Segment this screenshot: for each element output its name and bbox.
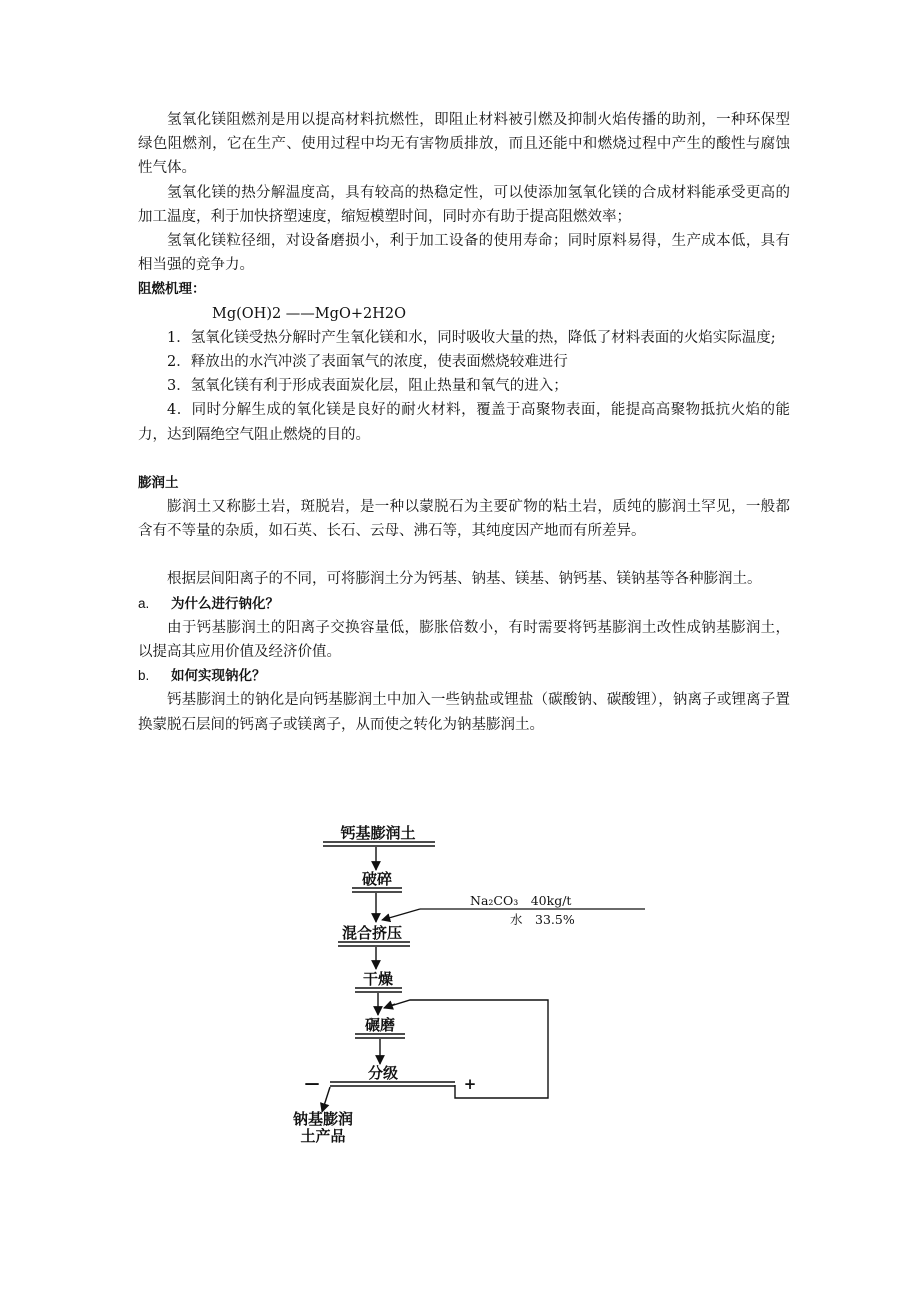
paragraph-particle-size: 氢氧化镁粒径细，对设备磨损小，利于加工设备的使用寿命；同时原料易得，生产成本低，具有相当强的竞争力。 bbox=[138, 233, 790, 274]
question-b-marker: b. bbox=[138, 668, 150, 684]
paragraph-bentonite-definition: 膨润土又称膨土岩，斑脱岩，是一种以蒙脱石为主要矿物的粘土岩，质纯的膨润土罕见，一般都含有不等量的杂质，如石英、长石、云母、沸石等，其纯度因产地而有所差异。 bbox=[138, 499, 790, 540]
flow-product-line2: 土产品 bbox=[300, 1127, 346, 1145]
flow-step-classification: 分级 bbox=[367, 1064, 399, 1082]
flow-step-mixing-extrusion: 混合挤压 bbox=[341, 924, 403, 942]
mechanism-item-1: 1．氢氧化镁受热分解时产生氧化镁和水，同时吸收大量的热，降低了材料表面的火焰实际温度; bbox=[167, 329, 776, 346]
answer-b: 钙基膨润土的钠化是向钙基膨润土中加入一些钠盐或锂盐（碳酸钠、碳酸锂），钠离子或锂离子置换蒙脱石层间的钙离子或镁离子，从而使之转化为钠基膨润土。 bbox=[138, 692, 790, 733]
flow-step-drying: 干燥 bbox=[362, 970, 394, 988]
question-a-marker: a. bbox=[138, 595, 150, 611]
paragraph-bentonite-types: 根据层间阳离子的不同，可将膨润土分为钙基、钠基、镁基、钠钙基、镁钠基等各种膨润土。 bbox=[167, 571, 762, 588]
additive-sodium-carbonate: Na₂CO₃ 40kg/t bbox=[470, 893, 572, 908]
product-arrow bbox=[322, 1087, 330, 1112]
answer-a: 由于钙基膨润土的阳离子交换容量低，膨胀倍数小，有时需要将钙基膨润土改性成钠基膨润土，以提高其应用价值及经济价值。 bbox=[138, 619, 790, 661]
plus-fraction-label: + bbox=[463, 1075, 477, 1093]
heading-mechanism: 阻燃机理： bbox=[138, 281, 206, 298]
paragraph-thermal-stability: 氢氧化镁的热分解温度高，具有较高的热稳定性，可以使添加氢氧化镁的合成材料能承受更高的加工温度，利于加快挤塑速度，缩短模塑时间，同时亦有助于提高阻燃效率； bbox=[138, 184, 790, 225]
mechanism-item-2: 2．释放出的水汽冲淡了表面氧气的浓度，使表面燃烧较难进行 bbox=[167, 354, 568, 371]
additive-water: 水 33.5% bbox=[510, 912, 575, 927]
minus-fraction-label: — bbox=[304, 1074, 320, 1092]
flow-step-crushing: 破碎 bbox=[361, 870, 393, 888]
paragraph-flame-retardant-intro: 氢氧化镁阻燃剂是用以提高材料抗燃性，即阻止材料被引燃及抑制火焰传播的助剂，一种环保型绿色阻燃剂，它在生产、使用过程中均无有害物质排放，而且还能中和燃烧过程中产生的酸性与腐蚀性气体。 bbox=[138, 112, 790, 177]
mechanism-item-4: 4．同时分解生成的氧化镁是良好的耐火材料，覆盖于高聚物表面，能提高高聚物抵抗火焰的能力，达到隔绝空气阻止燃烧的目的。 bbox=[138, 402, 790, 443]
reaction-formula: Mg(OH)2 ——MgO+2H2O bbox=[212, 305, 406, 322]
question-b-text: 如何实现钠化？ bbox=[171, 668, 266, 685]
flow-step-grinding: 碾磨 bbox=[364, 1016, 396, 1034]
recycle-arrow bbox=[384, 1004, 395, 1008]
heading-bentonite: 膨润土 bbox=[138, 474, 179, 491]
additive-arrow bbox=[382, 909, 420, 920]
mechanism-item-3: 3．氢氧化镁有利于形成表面炭化层，阻止热量和氧气的进入； bbox=[167, 378, 568, 395]
question-a-text: 为什么进行钠化？ bbox=[171, 595, 279, 612]
flow-step-calcium-bentonite: 钙基膨润土 bbox=[340, 824, 416, 842]
flow-product-line1: 钠基膨润 bbox=[292, 1110, 354, 1128]
